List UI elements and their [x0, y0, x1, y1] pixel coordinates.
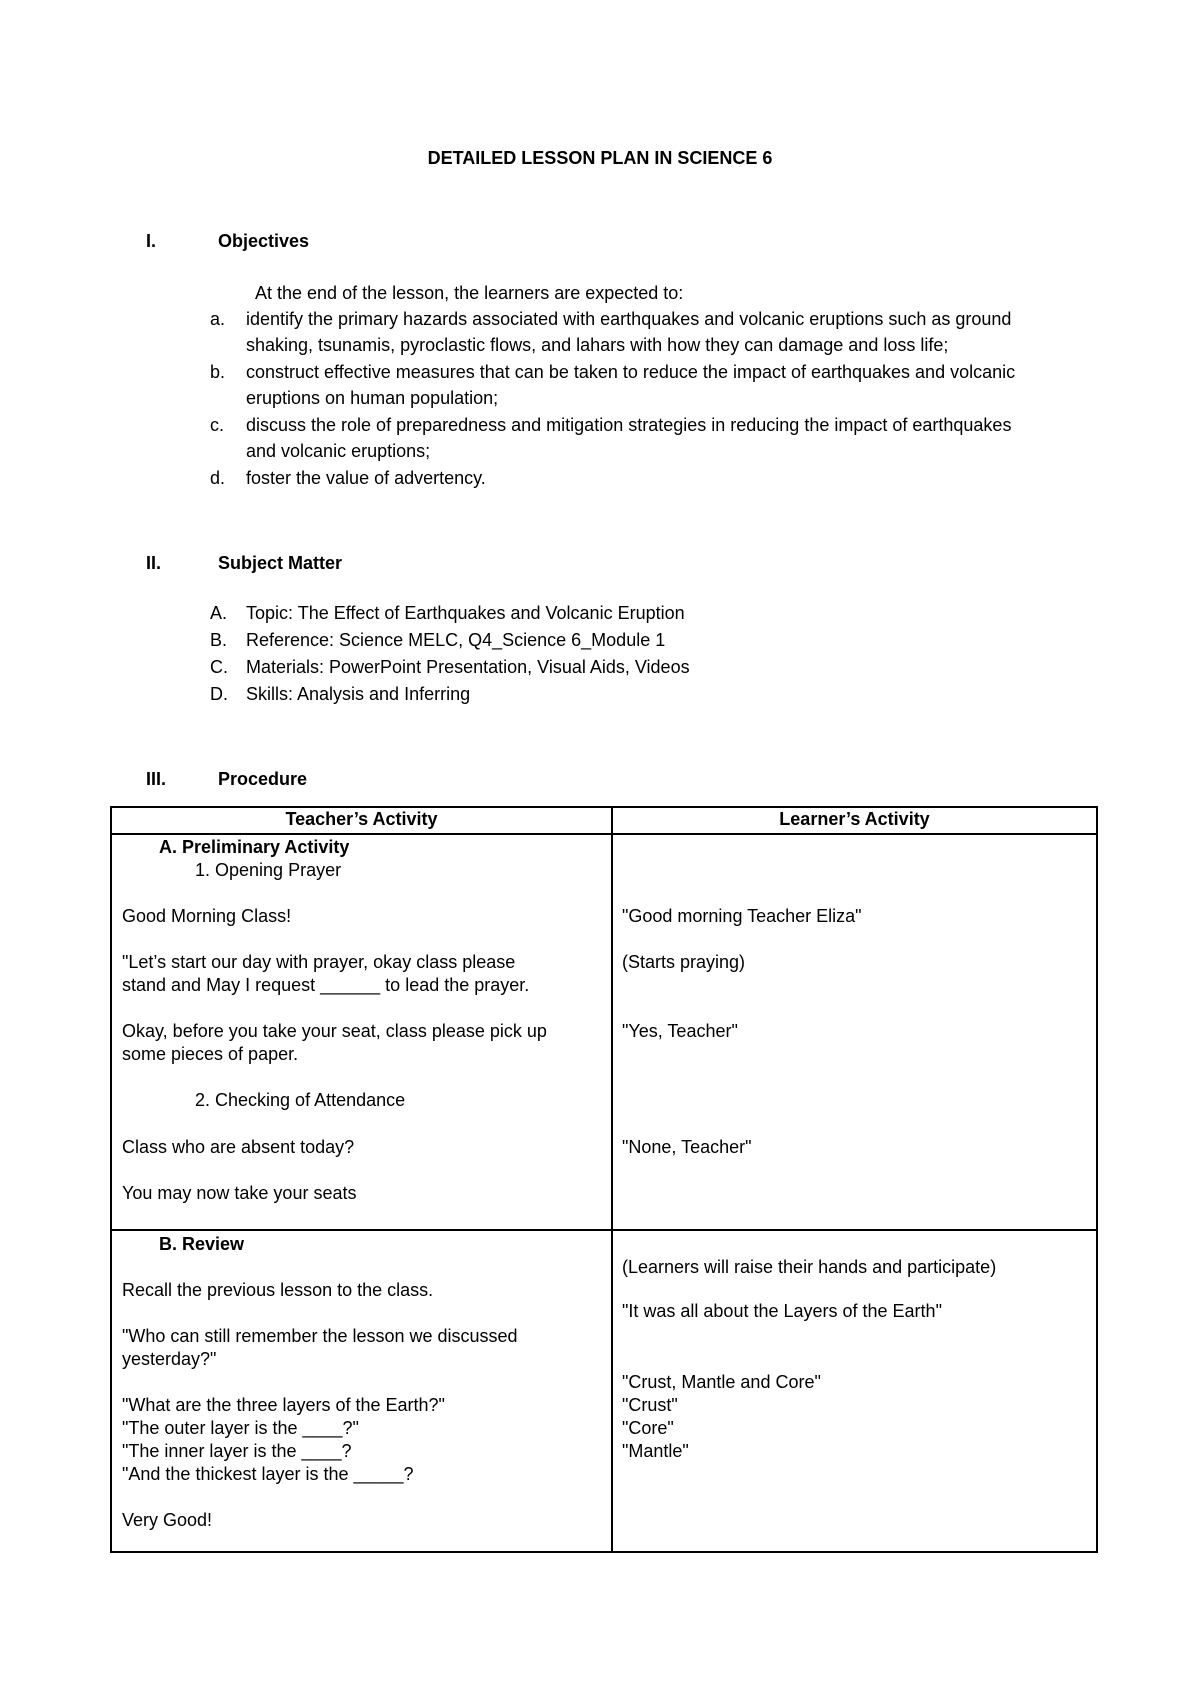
learner-raise-hands: (Learners will raise their hands and participate): [622, 1257, 997, 1277]
teacher-remember-line-2: yesterday?": [122, 1349, 217, 1369]
teacher-thickest-layer: "And the thickest layer is the _____?: [122, 1464, 414, 1484]
objective-d-line-1: foster the value of advertency.: [246, 468, 486, 488]
objective-b-line-1: construct effective measures that can be taken to reduce the impact of earthquakes and volcanic: [246, 362, 1016, 382]
teacher-outer-layer: "The outer layer is the ____?": [122, 1418, 359, 1438]
objectives-intro: At the end of the lesson, the learners are expected to:: [255, 283, 684, 303]
attendance-label: 2. Checking of Attendance: [195, 1090, 406, 1110]
subject-skills: Skills: Analysis and Inferring: [246, 684, 471, 704]
learner-mantle: "Mantle": [622, 1441, 689, 1461]
opening-prayer-label: 1. Opening Prayer: [195, 860, 342, 880]
learner-praying: (Starts praying): [622, 952, 746, 972]
subject-marker-d: D.: [210, 684, 228, 704]
teacher-recall: Recall the previous lesson to the class.: [122, 1280, 434, 1300]
teacher-absent-question: Class who are absent today?: [122, 1137, 355, 1157]
learner-three-layers: "Crust, Mantle and Core": [622, 1372, 821, 1392]
preliminary-row: [111, 834, 1097, 1230]
section-number-procedure: III.: [146, 769, 167, 789]
procedure-table: [110, 806, 1098, 1553]
header-teacher-activity: Teacher’s Activity: [111, 807, 612, 834]
teacher-very-good: Very Good!: [122, 1510, 213, 1530]
section-title-procedure: Procedure: [218, 769, 308, 789]
review-teacher-cell: [111, 1230, 612, 1552]
teacher-remember-line-1: "Who can still remember the lesson we discussed: [122, 1326, 518, 1346]
objective-b-line-2: eruptions on human population;: [246, 388, 499, 408]
preliminary-heading: A. Preliminary Activity: [159, 837, 350, 857]
subject-marker-a: A.: [210, 603, 228, 623]
teacher-paper-line-2: some pieces of paper.: [122, 1044, 299, 1064]
teacher-prayer-line-1: "Let’s start our day with prayer, okay class please: [122, 952, 516, 972]
procedure-header-row: [111, 807, 1097, 834]
objective-a-line-1: identify the primary hazards associated with earthquakes and volcanic eruptions such as ground: [246, 309, 1012, 329]
section-title-subject-matter: Subject Matter: [218, 553, 343, 573]
subject-materials: Materials: PowerPoint Presentation, Visual Aids, Videos: [246, 657, 690, 677]
teacher-greeting: Good Morning Class!: [122, 906, 292, 926]
subject-reference: Reference: Science MELC, Q4_Science 6_Module 1: [246, 630, 666, 650]
subject-marker-b: B.: [210, 630, 228, 650]
teacher-prayer-line-2: stand and May I request ______ to lead the prayer.: [122, 975, 530, 995]
objective-c-line-2: and volcanic eruptions;: [246, 441, 431, 461]
learner-crust: "Crust": [622, 1395, 678, 1415]
objective-marker-a: a.: [210, 309, 226, 329]
objective-marker-c: c.: [210, 415, 225, 435]
teacher-paper-line-1: Okay, before you take your seat, class please pick up: [122, 1021, 547, 1041]
objective-marker-d: d.: [210, 468, 226, 488]
header-learner-activity: Learner’s Activity: [612, 807, 1097, 834]
preliminary-learner-cell: [612, 834, 1097, 1230]
subject-topic: Topic: The Effect of Earthquakes and Volcanic Eruption: [246, 603, 685, 623]
objective-c-line-1: discuss the role of preparedness and mitigation strategies in reducing the impact of earthquakes: [246, 415, 1012, 435]
learner-greeting: "Good morning Teacher Eliza": [622, 906, 862, 926]
section-title-objectives: Objectives: [218, 231, 310, 251]
learner-core: "Core": [622, 1418, 674, 1438]
section-number-objectives: I.: [146, 231, 157, 251]
teacher-take-seats: You may now take your seats: [122, 1183, 357, 1203]
preliminary-teacher-cell: [111, 834, 612, 1230]
learner-yes-teacher: "Yes, Teacher": [622, 1021, 738, 1041]
review-learner-cell: [612, 1230, 1097, 1552]
learner-layers-answer: "It was all about the Layers of the Earth": [622, 1301, 942, 1321]
review-heading: B. Review: [159, 1234, 245, 1254]
document-title: DETAILED LESSON PLAN IN SCIENCE 6: [427, 148, 773, 168]
teacher-three-layers: "What are the three layers of the Earth?": [122, 1395, 445, 1415]
subject-marker-c: C.: [210, 657, 228, 677]
learner-none-teacher: "None, Teacher": [622, 1137, 752, 1157]
section-number-subject-matter: II.: [146, 553, 162, 573]
review-row: [111, 1230, 1097, 1552]
objective-a-line-2: shaking, tsunamis, pyroclastic flows, and lahars with how they can damage and loss life;: [246, 335, 949, 355]
objective-marker-b: b.: [210, 362, 226, 382]
teacher-inner-layer: "The inner layer is the ____?: [122, 1441, 352, 1461]
